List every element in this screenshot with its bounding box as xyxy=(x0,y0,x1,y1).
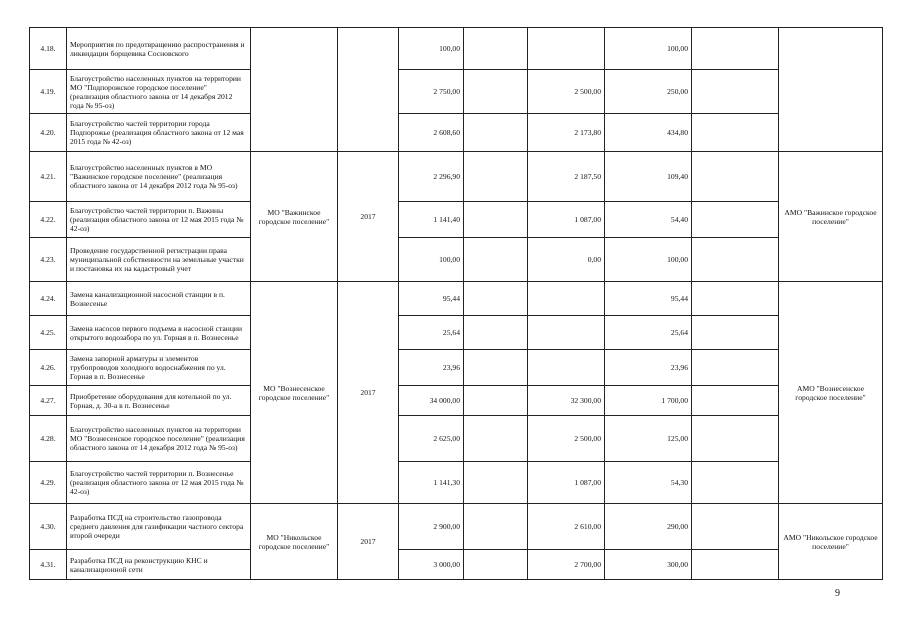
regional-budget-cell xyxy=(528,350,605,386)
row-number-cell: 4.23. xyxy=(30,238,67,282)
total-amount-cell: 25,64 xyxy=(399,316,464,350)
other-sources-cell xyxy=(692,152,779,202)
federal-budget-cell xyxy=(464,282,528,316)
federal-budget-cell xyxy=(464,238,528,282)
local-budget-cell: 54,30 xyxy=(605,462,692,504)
other-sources-cell xyxy=(692,202,779,238)
federal-budget-cell xyxy=(464,152,528,202)
table-row xyxy=(30,550,883,580)
other-sources-cell xyxy=(692,550,779,580)
local-budget-cell: 434,80 xyxy=(605,114,692,152)
regional-budget-cell: 2 173,80 xyxy=(528,114,605,152)
local-budget-cell: 290,00 xyxy=(605,504,692,550)
activity-name-cell: Замена насосов первого подъема в насосной станции открытого водозабора по ул. Горная в п. Вознесенье xyxy=(67,316,251,350)
local-budget-cell: 23,96 xyxy=(605,350,692,386)
activity-name-cell: Благоустройство частей территории города Подпорожье (реализация областного закона от 12 мая 2015 года № 42-оз) xyxy=(67,114,251,152)
other-sources-cell xyxy=(692,70,779,114)
activity-name-cell: Мероприятия по предотвращению распространения и ликвидации борщевика Сосновского xyxy=(67,28,251,70)
local-budget-cell: 109,40 xyxy=(605,152,692,202)
municipality-cell: МО "Вознесенское городское поселение" xyxy=(251,282,338,504)
row-number-cell: 4.19. xyxy=(30,70,67,114)
other-sources-cell xyxy=(692,114,779,152)
other-sources-cell xyxy=(692,504,779,550)
total-amount-cell: 1 141,30 xyxy=(399,462,464,504)
total-amount-cell: 100,00 xyxy=(399,28,464,70)
table-row xyxy=(30,70,883,114)
regional-budget-cell xyxy=(528,28,605,70)
activity-name-cell: Благоустройство населенных пунктов на территории МО "Подпорожское городское поселение" (реализация областного закона от 14 декабря 2012 года № 95-оз) xyxy=(67,70,251,114)
responsible-executor-cell: АМО "Никольское городское поселение" xyxy=(779,504,883,580)
program-activities-table xyxy=(29,27,883,580)
regional-budget-cell: 1 087,00 xyxy=(528,462,605,504)
year-cell xyxy=(338,28,399,152)
regional-budget-cell: 2 500,00 xyxy=(528,416,605,462)
table-row xyxy=(30,316,883,350)
local-budget-cell: 54,40 xyxy=(605,202,692,238)
total-amount-cell: 34 000,00 xyxy=(399,386,464,416)
year-cell: 2017 xyxy=(338,152,399,282)
local-budget-cell: 300,00 xyxy=(605,550,692,580)
other-sources-cell xyxy=(692,316,779,350)
federal-budget-cell xyxy=(464,316,528,350)
total-amount-cell: 95,44 xyxy=(399,282,464,316)
table-row xyxy=(30,202,883,238)
activity-name-cell: Разработка ПСД на реконструкцию КНС и канализационной сети xyxy=(67,550,251,580)
activity-name-cell: Благоустройство населенных пунктов на территории МО "Вознесенское городское поселение" (реализация областного закона от 14 декабря 2012 года № 95-оз) xyxy=(67,416,251,462)
total-amount-cell: 2 900,00 xyxy=(399,504,464,550)
federal-budget-cell xyxy=(464,70,528,114)
regional-budget-cell: 2 187,50 xyxy=(528,152,605,202)
regional-budget-cell xyxy=(528,316,605,350)
other-sources-cell xyxy=(692,386,779,416)
table-row xyxy=(30,28,883,70)
total-amount-cell: 2 750,00 xyxy=(399,70,464,114)
row-number-cell: 4.18. xyxy=(30,28,67,70)
activity-name-cell: Замена канализационной насосной станции в п. Вознесенье xyxy=(67,282,251,316)
activity-name-cell: Благоустройство частей территории п. Вознесенье (реализация областного закона от 12 мая 2015 года № 42-оз) xyxy=(67,462,251,504)
other-sources-cell xyxy=(692,238,779,282)
federal-budget-cell xyxy=(464,28,528,70)
federal-budget-cell xyxy=(464,416,528,462)
regional-budget-cell: 2 500,00 xyxy=(528,70,605,114)
federal-budget-cell xyxy=(464,202,528,238)
row-number-cell: 4.26. xyxy=(30,350,67,386)
responsible-executor-cell: АМО "Вознесенское городское поселение" xyxy=(779,282,883,504)
regional-budget-cell: 32 300,00 xyxy=(528,386,605,416)
table-row xyxy=(30,416,883,462)
other-sources-cell xyxy=(692,350,779,386)
year-cell: 2017 xyxy=(338,282,399,504)
municipality-cell: МО "Важинское городское поселение" xyxy=(251,152,338,282)
local-budget-cell: 125,00 xyxy=(605,416,692,462)
activity-name-cell: Проведение государственной регистрации права муниципальной собственности на земельные участки и постановка их на кадастровый учет xyxy=(67,238,251,282)
total-amount-cell: 2 608,60 xyxy=(399,114,464,152)
municipality-cell xyxy=(251,28,338,152)
total-amount-cell: 3 000,00 xyxy=(399,550,464,580)
local-budget-cell: 250,00 xyxy=(605,70,692,114)
activity-name-cell: Благоустройство населенных пунктов в МО "Важинское городское поселение" (реализация областного закона от 14 декабря 2012 года № 95-оз) xyxy=(67,152,251,202)
table-body xyxy=(30,28,883,580)
page-number: 9 xyxy=(835,588,840,599)
other-sources-cell xyxy=(692,28,779,70)
local-budget-cell: 100,00 xyxy=(605,28,692,70)
total-amount-cell: 100,00 xyxy=(399,238,464,282)
other-sources-cell xyxy=(692,462,779,504)
municipality-cell: МО "Никольское городское поселение" xyxy=(251,504,338,580)
row-number-cell: 4.21. xyxy=(30,152,67,202)
federal-budget-cell xyxy=(464,350,528,386)
year-cell: 2017 xyxy=(338,504,399,580)
row-number-cell: 4.30. xyxy=(30,504,67,550)
regional-budget-cell: 2 700,00 xyxy=(528,550,605,580)
other-sources-cell xyxy=(692,282,779,316)
federal-budget-cell xyxy=(464,386,528,416)
row-number-cell: 4.28. xyxy=(30,416,67,462)
responsible-executor-cell: АМО "Важинское городское поселение" xyxy=(779,152,883,282)
row-number-cell: 4.25. xyxy=(30,316,67,350)
responsible-executor-cell xyxy=(779,28,883,152)
table-row xyxy=(30,152,883,202)
federal-budget-cell xyxy=(464,114,528,152)
activity-name-cell: Разработка ПСД на строительство газопровода среднего давления для газификации частного сектора второй очереди xyxy=(67,504,251,550)
table-row xyxy=(30,350,883,386)
table-row xyxy=(30,114,883,152)
regional-budget-cell xyxy=(528,282,605,316)
activity-name-cell: Приобретение оборудования для котельной по ул. Горная, д. 30-а в п. Вознесенье xyxy=(67,386,251,416)
activity-name-cell: Замена запорной арматуры и элементов трубопроводов холодного водоснабжения по ул. Горная в п. Вознесенье xyxy=(67,350,251,386)
table-row xyxy=(30,282,883,316)
local-budget-cell: 100,00 xyxy=(605,238,692,282)
row-number-cell: 4.24. xyxy=(30,282,67,316)
row-number-cell: 4.20. xyxy=(30,114,67,152)
table-row xyxy=(30,386,883,416)
regional-budget-cell: 1 087,00 xyxy=(528,202,605,238)
federal-budget-cell xyxy=(464,504,528,550)
regional-budget-cell: 0,00 xyxy=(528,238,605,282)
row-number-cell: 4.31. xyxy=(30,550,67,580)
federal-budget-cell xyxy=(464,462,528,504)
total-amount-cell: 2 625,00 xyxy=(399,416,464,462)
total-amount-cell: 1 141,40 xyxy=(399,202,464,238)
regional-budget-cell: 2 610,00 xyxy=(528,504,605,550)
table-row xyxy=(30,462,883,504)
table-row xyxy=(30,504,883,550)
table-row xyxy=(30,238,883,282)
activity-name-cell: Благоустройство частей территории п. Важины (реализация областного закона от 12 мая 2015 года № 42-оз) xyxy=(67,202,251,238)
local-budget-cell: 95,44 xyxy=(605,282,692,316)
other-sources-cell xyxy=(692,416,779,462)
total-amount-cell: 23,96 xyxy=(399,350,464,386)
row-number-cell: 4.29. xyxy=(30,462,67,504)
row-number-cell: 4.27. xyxy=(30,386,67,416)
row-number-cell: 4.22. xyxy=(30,202,67,238)
local-budget-cell: 1 700,00 xyxy=(605,386,692,416)
federal-budget-cell xyxy=(464,550,528,580)
total-amount-cell: 2 296,90 xyxy=(399,152,464,202)
local-budget-cell: 25,64 xyxy=(605,316,692,350)
